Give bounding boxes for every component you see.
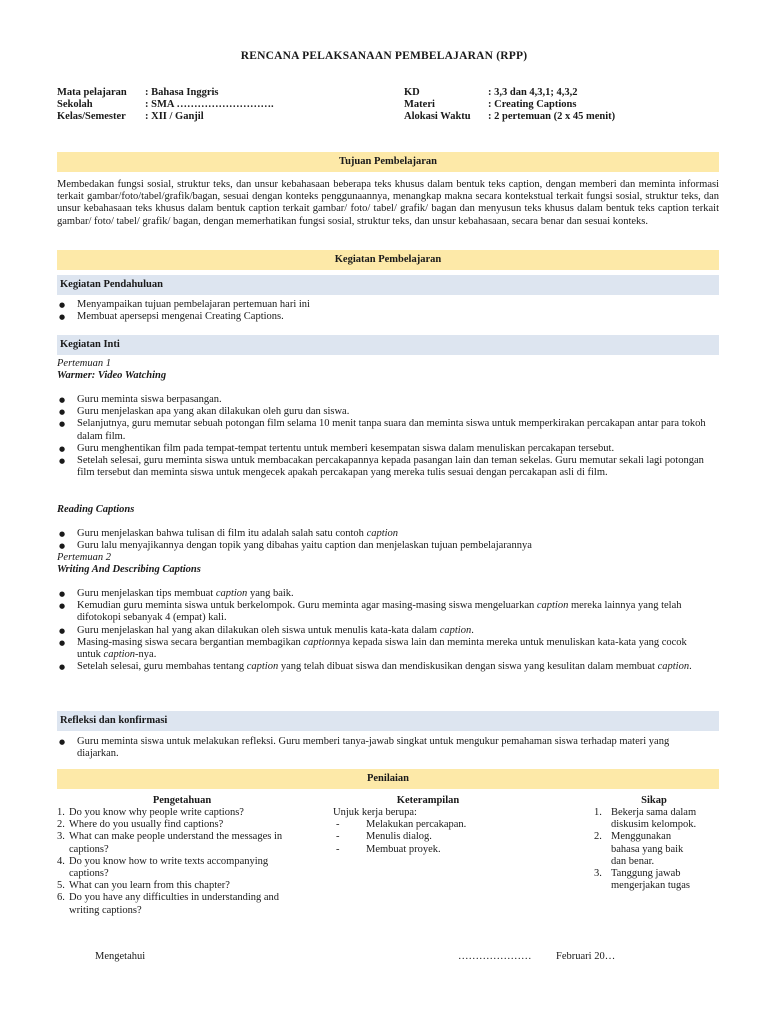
document-title: RENCANA PELAKSANAAN PEMBELAJARAN (RPP) [240, 50, 528, 62]
list-item [333, 831, 553, 843]
sikap-heading: Sikap [641, 795, 667, 806]
info-key: Materi [404, 99, 435, 110]
section-heading-refleksi: Refleksi dan konfirmasi [57, 711, 719, 731]
caption-emphasis: caption [246, 661, 279, 673]
info-block-right [404, 87, 615, 123]
list-item [57, 528, 707, 540]
list-item [57, 637, 707, 661]
list-item [57, 856, 309, 880]
section-heading-inti: Kegiatan Inti [57, 335, 719, 355]
text-fragment: Kemudian guru meminta siswa untuk berkelompok. Guru meminta agar masing-masing siswa mengeluarkan [77, 600, 537, 612]
info-value: : SMA ………………………. [145, 99, 274, 110]
item-number: 4. [57, 855, 65, 867]
reading-captions-label: Reading Captions [57, 504, 135, 515]
info-row-school [57, 99, 274, 111]
list-item [57, 880, 309, 892]
list-item [594, 868, 719, 892]
section-heading-tujuan: Tujuan Pembelajaran [57, 152, 719, 172]
text-fragment: yang telah dibuat siswa dan mendiskusikan dengan siswa yang kesulitan dalam membuat [278, 661, 658, 673]
list-item: ● Guru meminta siswa berpasangan. [57, 394, 707, 406]
item-number: 2. [57, 819, 65, 831]
item-text: Do you have any difficulties in understanding and writing captions? [69, 892, 280, 916]
info-row-subject [57, 87, 274, 99]
list-item [594, 807, 719, 831]
text-fragment: Masing-masing siswa secara bergantian membagikan [77, 636, 304, 648]
text-fragment: yang baik. [247, 588, 294, 599]
tujuan-paragraph: Membedakan fungsi sosial, struktur teks, dan unsur kebahasaan beberapa teks khusus dalam bentuk teks caption, dengan memberi dan meminta informasi terkait gambar/foto/tabel/grafik/bagan, sesuai dengan konteks penggunaannya, menangkap makna secara kontekstual terkait fungsi sosial, struktur teks, dan unsur kebahasaan teks khusus dalam bentuk caption terkait gambar/ foto/ tabel/ grafik/ bagan dan menyusun teks khusus dalam bentuk teks caption terkait gambar/ foto/ tabel/ grafik/ bagan, dengan memerhatikan fungsi sosial, struktur teks, dan unsur kebahasaan, secara benar dan sesuai konteks. [57, 179, 719, 227]
item-text: Tanggung jawab mengerjakan tugas [611, 868, 691, 892]
list-item: ● Guru meminta siswa untuk melakukan refleksi. Guru memberi tanya-jawab singkat untuk mengukur pemahaman siswa terhadap materi yang diajarkan. [57, 736, 707, 760]
info-value: : 2 pertemuan (2 x 45 menit) [488, 111, 616, 122]
item-number: 1. [594, 807, 602, 818]
text-fragment: . [689, 661, 692, 673]
item-text: Menulis dialog. [366, 831, 432, 843]
item-text: Menggunakan bahasa yang baik dan benar. [611, 831, 684, 867]
list-item: ● Menyampaikan tujuan pembelajaran pertemuan hari ini [57, 299, 707, 311]
item-text: What can make people understand the messages in captions? [69, 831, 283, 855]
section-heading-kegiatan: Kegiatan Pembelajaran [57, 250, 719, 270]
section-heading-pendahuluan: Kegiatan Pendahuluan [57, 275, 719, 295]
pertemuan-2-label: Pertemuan 2 [57, 552, 111, 563]
list-item: ● Guru menghentikan film pada tempat-tempat tertentu untuk memberi kesempatan siswa dalam menuliskan percakapan tersebut. [57, 443, 707, 455]
warmer-list [57, 394, 707, 479]
info-key: KD [404, 87, 420, 98]
list-item [57, 831, 309, 855]
section-heading-penilaian: Penilaian [57, 769, 719, 789]
caption-emphasis: caption [536, 600, 569, 612]
item-number: 1. [57, 807, 65, 818]
writing-captions-label: Writing And Describing Captions [57, 564, 201, 575]
item-number: 3. [57, 831, 65, 843]
item-text: Bekerja sama dalam diskusim kelompok. [611, 807, 697, 831]
list-item: ● Membuat apersepsi mengenai Creating Captions. [57, 311, 707, 323]
refleksi-list [57, 736, 707, 760]
footer-mengetahui: Mengetahui [95, 951, 146, 962]
info-block-left [57, 87, 274, 123]
pengetahuan-heading: Pengetahuan [152, 795, 212, 806]
text-fragment: Guru menjelaskan bahwa tulisan di film itu adalah salah satu contoh [77, 528, 367, 539]
writing-list [57, 588, 707, 673]
item-text: Do you know how to write texts accompanying captions? [69, 855, 269, 880]
info-key: Mata pelajaran [57, 87, 127, 98]
item-number: 6. [57, 892, 65, 904]
text-fragment: Guru menjelaskan tips membuat [77, 588, 216, 599]
reading-list [57, 528, 707, 552]
info-row-time [404, 111, 615, 123]
item-dash: - [336, 819, 340, 831]
info-value: : XII / Ganjil [145, 111, 204, 122]
item-number: 2. [594, 831, 602, 843]
pendahuluan-list [57, 299, 707, 323]
list-item [57, 819, 309, 831]
item-text: What can you learn from this chapter? [69, 880, 230, 892]
list-item [57, 892, 309, 916]
pengetahuan-list [57, 807, 309, 917]
list-item: ● Guru lalu menyajikannya dengan topik yang dibahas yaitu caption dan menjelaskan tujuan pembelajarannya [57, 540, 707, 552]
item-number: 3. [594, 868, 602, 880]
info-row-kd [404, 87, 615, 99]
caption-emphasis: caption [103, 649, 136, 661]
footer-date: Februari 20… [556, 951, 616, 962]
pertemuan-1-label: Pertemuan 1 [57, 358, 111, 369]
list-item: ● Setelah selesai, guru meminta siswa untuk membacakan percakapannya kepada pasangan lain dan teman sekelas. Guru memutar sekali lagi potongan film tersebut dan meminta siswa untuk mengecek apakah percakapan yang mereka tulis sesuai dengan percakapan asli di film. [57, 455, 707, 479]
item-text: Do you know why people write captions? [69, 807, 244, 818]
caption-emphasis: caption [439, 624, 472, 636]
item-number: 5. [57, 880, 65, 892]
warmer-label: Warmer: Video Watching [57, 370, 167, 381]
caption-emphasis: caption [657, 661, 690, 673]
list-item [333, 844, 553, 856]
list-item [57, 600, 707, 624]
text-fragment: nya kepada siswa lain dan meminta mereka untuk menuliskan kata-kata yang cocok untuk [77, 636, 687, 661]
list-item [57, 661, 707, 673]
item-text: Melakukan percakapan. [366, 819, 467, 831]
caption-emphasis: caption [366, 528, 399, 539]
item-text: Membuat proyek. [366, 843, 441, 855]
text-fragment: Guru menjelaskan hal yang akan dilakukan oleh siswa untuk menulis kata-kata dalam [77, 624, 440, 636]
caption-emphasis: caption [303, 636, 335, 648]
keterampilan-list [333, 807, 553, 856]
list-item [333, 819, 553, 831]
list-item: ● Selanjutnya, guru memutar sebuah potongan film selama 10 menit tanpa suara dan meminta siswa untuk memperkirakan percakapan antar para tokoh dalam film. [57, 418, 707, 442]
info-row-class [57, 111, 274, 123]
sikap-list [594, 807, 719, 892]
item-dash: - [336, 843, 340, 855]
info-key: Alokasi Waktu [404, 111, 471, 122]
list-item [57, 588, 707, 600]
item-dash: - [336, 831, 340, 843]
info-value: : 3,3 dan 4,3,1; 4,3,2 [488, 87, 578, 98]
info-row-materi [404, 99, 615, 111]
caption-emphasis: caption [215, 588, 248, 599]
list-item [57, 807, 309, 819]
info-key: Kelas/Semester [57, 111, 126, 122]
list-item [594, 831, 719, 868]
text-fragment: mereka lainnya yang telah difotokopi sebanyak 4 (empat) kali. [77, 600, 682, 624]
info-key: Sekolah [57, 99, 93, 110]
text-fragment: -nya. [135, 649, 157, 661]
list-item: ● Guru menjelaskan apa yang akan dilakukan oleh guru dan siswa. [57, 406, 707, 418]
item-text: Where do you usually find captions? [69, 819, 224, 831]
text-fragment: Setelah selesai, guru membahas tentang [77, 661, 247, 673]
list-item [57, 625, 707, 637]
text-fragment: . [471, 624, 474, 636]
footer-place-dots: ………………… [458, 951, 532, 962]
keterampilan-intro: Unjuk kerja berupa: [333, 807, 417, 818]
info-value: : Bahasa Inggris [145, 87, 219, 98]
keterampilan-heading: Keterampilan [396, 795, 460, 806]
info-value: : Creating Captions [488, 99, 577, 110]
